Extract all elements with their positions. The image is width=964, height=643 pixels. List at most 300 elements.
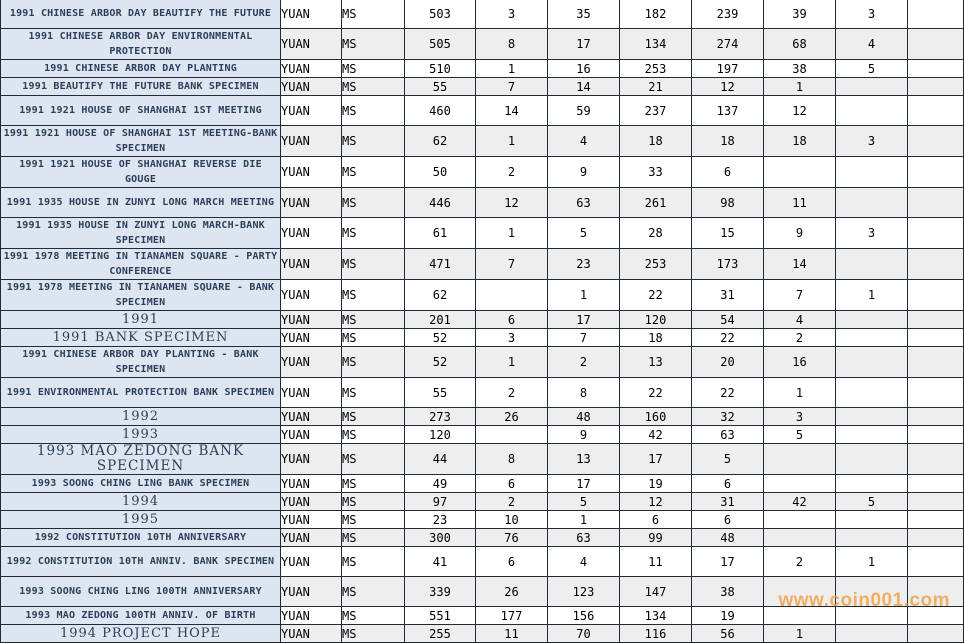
grade-cell: MS — [342, 311, 405, 329]
table-row — [1, 0, 964, 29]
count-cell — [908, 511, 964, 529]
count-cell — [836, 311, 908, 329]
total-cell: 446 — [405, 188, 476, 218]
count-cell: 123 — [548, 577, 620, 607]
count-cell: 9 — [548, 157, 620, 188]
count-cell: 17 — [620, 444, 692, 475]
coin-name-cell: 1994 — [1, 493, 281, 511]
count-cell: 137 — [692, 96, 764, 126]
currency-cell: YUAN — [281, 0, 342, 29]
count-cell: 23 — [548, 249, 620, 280]
count-cell: 28 — [620, 218, 692, 249]
count-cell: 3 — [836, 218, 908, 249]
currency-cell: YUAN — [281, 511, 342, 529]
table-row — [1, 218, 964, 249]
count-cell: 1 — [548, 511, 620, 529]
table-row — [1, 347, 964, 378]
currency-cell: YUAN — [281, 126, 342, 157]
count-cell — [908, 280, 964, 311]
count-cell: 3 — [836, 126, 908, 157]
total-cell: 510 — [405, 60, 476, 78]
count-cell: 35 — [548, 0, 620, 29]
count-cell — [836, 444, 908, 475]
total-cell: 201 — [405, 311, 476, 329]
table-row — [1, 249, 964, 280]
count-cell — [908, 408, 964, 426]
table-row — [1, 475, 964, 493]
count-cell: 12 — [476, 188, 548, 218]
count-cell: 14 — [476, 96, 548, 126]
currency-cell: YUAN — [281, 347, 342, 378]
coin-name-cell: 1991 BEAUTIFY THE FUTURE BANK SPECIMEN — [1, 78, 281, 96]
currency-cell: YUAN — [281, 78, 342, 96]
coin-name-cell: 1991 1978 MEETING IN TIANAMEN SQUARE - BANK SPECIMEN — [1, 280, 281, 311]
count-cell: 18 — [764, 126, 836, 157]
count-cell: 11 — [620, 547, 692, 577]
count-cell: 7 — [476, 78, 548, 96]
count-cell: 197 — [692, 60, 764, 78]
table-row — [1, 511, 964, 529]
coin-name-cell: 1992 CONSTITUTION 10TH ANNIVERSARY — [1, 529, 281, 547]
count-cell: 63 — [548, 529, 620, 547]
count-cell — [836, 78, 908, 96]
coin-name-cell: 1991 1921 HOUSE OF SHANGHAI REVERSE DIE GOUGE — [1, 157, 281, 188]
total-cell: 55 — [405, 378, 476, 408]
count-cell: 32 — [692, 408, 764, 426]
count-cell: 12 — [764, 96, 836, 126]
grade-cell: MS — [342, 378, 405, 408]
total-cell: 300 — [405, 529, 476, 547]
count-cell: 16 — [764, 347, 836, 378]
total-cell: 23 — [405, 511, 476, 529]
table-row — [1, 78, 964, 96]
grade-cell: MS — [342, 157, 405, 188]
count-cell: 239 — [692, 0, 764, 29]
count-cell — [836, 96, 908, 126]
grade-cell: MS — [342, 444, 405, 475]
count-cell: 20 — [692, 347, 764, 378]
count-cell: 2 — [764, 547, 836, 577]
coin-name-cell: 1993 SOONG CHING LING BANK SPECIMEN — [1, 475, 281, 493]
currency-cell: YUAN — [281, 188, 342, 218]
count-cell: 1 — [764, 378, 836, 408]
grade-cell: MS — [342, 78, 405, 96]
count-cell: 18 — [620, 329, 692, 347]
coin-name-cell: 1993 MAO ZEDONG BANK SPECIMEN — [1, 444, 281, 475]
grade-cell: MS — [342, 29, 405, 60]
count-cell — [476, 280, 548, 311]
count-cell: 48 — [548, 408, 620, 426]
grade-cell: MS — [342, 96, 405, 126]
coin-name-cell: 1991 — [1, 311, 281, 329]
currency-cell: YUAN — [281, 577, 342, 607]
coin-name-cell: 1991 1978 MEETING IN TIANAMEN SQUARE - PARTY CONFERENCE — [1, 249, 281, 280]
count-cell: 147 — [620, 577, 692, 607]
currency-cell: YUAN — [281, 493, 342, 511]
count-cell: 9 — [764, 218, 836, 249]
count-cell: 18 — [692, 126, 764, 157]
total-cell: 49 — [405, 475, 476, 493]
grade-cell: MS — [342, 511, 405, 529]
grade-cell: MS — [342, 347, 405, 378]
count-cell — [764, 444, 836, 475]
count-cell — [908, 311, 964, 329]
count-cell: 177 — [476, 607, 548, 625]
count-cell: 2 — [476, 378, 548, 408]
count-cell: 21 — [620, 78, 692, 96]
count-cell: 17 — [548, 311, 620, 329]
grade-cell: MS — [342, 188, 405, 218]
count-cell: 70 — [548, 625, 620, 643]
count-cell: 1 — [476, 347, 548, 378]
total-cell: 52 — [405, 329, 476, 347]
count-cell: 31 — [692, 493, 764, 511]
table-row — [1, 529, 964, 547]
count-cell: 17 — [548, 475, 620, 493]
count-cell — [908, 493, 964, 511]
currency-cell: YUAN — [281, 607, 342, 625]
count-cell: 1 — [836, 547, 908, 577]
count-cell: 253 — [620, 60, 692, 78]
count-cell: 5 — [548, 493, 620, 511]
count-cell: 2 — [476, 493, 548, 511]
count-cell — [836, 408, 908, 426]
coin-name-cell: 1993 — [1, 426, 281, 444]
count-cell: 6 — [476, 475, 548, 493]
count-cell: 3 — [476, 329, 548, 347]
total-cell: 505 — [405, 29, 476, 60]
coin-name-cell: 1995 — [1, 511, 281, 529]
table-row — [1, 625, 964, 643]
count-cell: 160 — [620, 408, 692, 426]
count-cell: 22 — [620, 378, 692, 408]
total-cell: 551 — [405, 607, 476, 625]
count-cell: 4 — [764, 311, 836, 329]
count-cell: 6 — [476, 547, 548, 577]
table-row — [1, 96, 964, 126]
grade-cell: MS — [342, 493, 405, 511]
count-cell: 6 — [692, 475, 764, 493]
count-cell — [908, 157, 964, 188]
total-cell: 62 — [405, 126, 476, 157]
count-cell: 4 — [836, 29, 908, 60]
count-cell — [836, 329, 908, 347]
table-row — [1, 444, 964, 475]
count-cell — [764, 511, 836, 529]
grade-cell: MS — [342, 475, 405, 493]
count-cell — [836, 188, 908, 218]
count-cell: 9 — [548, 426, 620, 444]
table-row — [1, 493, 964, 511]
count-cell: 7 — [764, 280, 836, 311]
count-cell: 13 — [620, 347, 692, 378]
count-cell: 38 — [692, 577, 764, 607]
table-row — [1, 188, 964, 218]
table-row — [1, 311, 964, 329]
total-cell: 61 — [405, 218, 476, 249]
table-row — [1, 378, 964, 408]
count-cell — [908, 96, 964, 126]
coin-name-cell: 1991 CHINESE ARBOR DAY PLANTING - BANK SPECIMEN — [1, 347, 281, 378]
count-cell — [908, 378, 964, 408]
count-cell: 253 — [620, 249, 692, 280]
count-cell — [908, 529, 964, 547]
count-cell: 4 — [548, 547, 620, 577]
table-body — [1, 0, 964, 643]
count-cell — [836, 475, 908, 493]
grade-cell: MS — [342, 426, 405, 444]
table-row — [1, 157, 964, 188]
count-cell: 5 — [692, 444, 764, 475]
total-cell: 55 — [405, 78, 476, 96]
grade-cell: MS — [342, 607, 405, 625]
total-cell: 503 — [405, 0, 476, 29]
count-cell: 42 — [620, 426, 692, 444]
total-cell: 120 — [405, 426, 476, 444]
count-cell — [908, 475, 964, 493]
currency-cell: YUAN — [281, 157, 342, 188]
count-cell — [908, 78, 964, 96]
currency-cell: YUAN — [281, 249, 342, 280]
currency-cell: YUAN — [281, 625, 342, 643]
coin-name-cell: 1993 SOONG CHING LING 100TH ANNIVERSARY — [1, 577, 281, 607]
count-cell: 56 — [692, 625, 764, 643]
coin-name-cell: 1992 — [1, 408, 281, 426]
currency-cell: YUAN — [281, 426, 342, 444]
grade-cell: MS — [342, 126, 405, 157]
count-cell: 120 — [620, 311, 692, 329]
count-cell: 7 — [548, 329, 620, 347]
table-row — [1, 329, 964, 347]
count-cell: 19 — [692, 607, 764, 625]
coin-name-cell: 1991 1935 HOUSE IN ZUNYI LONG MARCH-BANK SPECIMEN — [1, 218, 281, 249]
count-cell: 22 — [692, 329, 764, 347]
count-cell: 15 — [692, 218, 764, 249]
count-cell: 33 — [620, 157, 692, 188]
count-cell: 134 — [620, 29, 692, 60]
count-cell — [764, 157, 836, 188]
count-cell: 11 — [764, 188, 836, 218]
count-cell: 99 — [620, 529, 692, 547]
count-cell: 182 — [620, 0, 692, 29]
currency-cell: YUAN — [281, 60, 342, 78]
total-cell: 273 — [405, 408, 476, 426]
count-cell: 63 — [692, 426, 764, 444]
currency-cell: YUAN — [281, 311, 342, 329]
total-cell: 255 — [405, 625, 476, 643]
coin-name-cell: 1991 ENVIRONMENTAL PROTECTION BANK SPECIMEN — [1, 378, 281, 408]
coin-name-cell: 1991 1921 HOUSE OF SHANGHAI 1ST MEETING-BANK SPECIMEN — [1, 126, 281, 157]
count-cell: 17 — [548, 29, 620, 60]
count-cell — [908, 329, 964, 347]
count-cell: 18 — [620, 126, 692, 157]
count-cell: 1 — [764, 78, 836, 96]
count-cell: 42 — [764, 493, 836, 511]
table-row — [1, 408, 964, 426]
count-cell: 76 — [476, 529, 548, 547]
count-cell: 19 — [620, 475, 692, 493]
count-cell: 2 — [548, 347, 620, 378]
count-cell — [908, 0, 964, 29]
count-cell: 6 — [692, 511, 764, 529]
count-cell: 8 — [476, 29, 548, 60]
count-cell: 2 — [764, 329, 836, 347]
count-cell: 1 — [548, 280, 620, 311]
currency-cell: YUAN — [281, 218, 342, 249]
count-cell: 11 — [476, 625, 548, 643]
total-cell: 339 — [405, 577, 476, 607]
count-cell: 6 — [620, 511, 692, 529]
count-cell: 54 — [692, 311, 764, 329]
coin-name-cell: 1991 CHINESE ARBOR DAY BEAUTIFY THE FUTURE — [1, 0, 281, 29]
count-cell: 5 — [836, 493, 908, 511]
count-cell: 1 — [476, 218, 548, 249]
currency-cell: YUAN — [281, 29, 342, 60]
count-cell: 22 — [620, 280, 692, 311]
count-cell: 156 — [548, 607, 620, 625]
grade-cell: MS — [342, 60, 405, 78]
grade-cell: MS — [342, 408, 405, 426]
coin-name-cell: 1991 CHINESE ARBOR DAY ENVIRONMENTAL PROTECTION — [1, 29, 281, 60]
count-cell — [836, 157, 908, 188]
count-cell: 2 — [476, 157, 548, 188]
total-cell: 50 — [405, 157, 476, 188]
count-cell: 26 — [476, 408, 548, 426]
count-cell: 39 — [764, 0, 836, 29]
count-cell — [908, 126, 964, 157]
count-cell: 10 — [476, 511, 548, 529]
currency-cell: YUAN — [281, 378, 342, 408]
currency-cell: YUAN — [281, 529, 342, 547]
count-cell — [908, 188, 964, 218]
count-cell — [836, 511, 908, 529]
grade-cell: MS — [342, 547, 405, 577]
total-cell: 44 — [405, 444, 476, 475]
count-cell: 8 — [548, 378, 620, 408]
count-cell — [908, 444, 964, 475]
count-cell: 4 — [548, 126, 620, 157]
count-cell: 16 — [548, 60, 620, 78]
count-cell: 59 — [548, 96, 620, 126]
count-cell — [764, 529, 836, 547]
currency-cell: YUAN — [281, 444, 342, 475]
watermark: www.coin001.com — [778, 590, 950, 611]
currency-cell: YUAN — [281, 475, 342, 493]
count-cell — [836, 249, 908, 280]
currency-cell: YUAN — [281, 547, 342, 577]
count-cell: 98 — [692, 188, 764, 218]
grade-cell: MS — [342, 577, 405, 607]
grade-cell: MS — [342, 529, 405, 547]
count-cell: 6 — [476, 311, 548, 329]
count-cell — [908, 249, 964, 280]
count-cell: 6 — [692, 157, 764, 188]
table-row — [1, 29, 964, 60]
table-row — [1, 547, 964, 577]
count-cell — [836, 378, 908, 408]
total-cell: 97 — [405, 493, 476, 511]
count-cell: 237 — [620, 96, 692, 126]
count-cell: 1 — [476, 126, 548, 157]
currency-cell: YUAN — [281, 329, 342, 347]
coin-name-cell: 1992 CONSTITUTION 10TH ANNIV. BANK SPECIMEN — [1, 547, 281, 577]
table-row — [1, 280, 964, 311]
count-cell: 5 — [548, 218, 620, 249]
coin-name-cell: 1994 PROJECT HOPE — [1, 625, 281, 643]
count-cell: 1 — [764, 625, 836, 643]
count-cell: 5 — [836, 60, 908, 78]
count-cell — [908, 218, 964, 249]
total-cell: 41 — [405, 547, 476, 577]
coin-name-cell: 1991 1935 HOUSE IN ZUNYI LONG MARCH MEETING — [1, 188, 281, 218]
count-cell: 31 — [692, 280, 764, 311]
count-cell: 7 — [476, 249, 548, 280]
total-cell: 460 — [405, 96, 476, 126]
count-cell — [836, 625, 908, 643]
grade-cell: MS — [342, 0, 405, 29]
count-cell: 134 — [620, 607, 692, 625]
coin-name-cell: 1993 MAO ZEDONG 100TH ANNIV. OF BIRTH — [1, 607, 281, 625]
count-cell — [476, 426, 548, 444]
currency-cell: YUAN — [281, 280, 342, 311]
count-cell: 26 — [476, 577, 548, 607]
grade-cell: MS — [342, 249, 405, 280]
count-cell — [836, 347, 908, 378]
count-cell: 68 — [764, 29, 836, 60]
coin-name-cell: 1991 BANK SPECIMEN — [1, 329, 281, 347]
table-row — [1, 60, 964, 78]
table-row — [1, 426, 964, 444]
count-cell — [908, 547, 964, 577]
count-cell: 3 — [836, 0, 908, 29]
count-cell — [908, 29, 964, 60]
count-cell: 116 — [620, 625, 692, 643]
grade-cell: MS — [342, 280, 405, 311]
count-cell: 12 — [620, 493, 692, 511]
count-cell: 173 — [692, 249, 764, 280]
currency-cell: YUAN — [281, 408, 342, 426]
grade-cell: MS — [342, 625, 405, 643]
count-cell: 12 — [692, 78, 764, 96]
count-cell: 3 — [764, 408, 836, 426]
count-cell: 13 — [548, 444, 620, 475]
table-row — [1, 126, 964, 157]
count-cell: 17 — [692, 547, 764, 577]
count-cell: 274 — [692, 29, 764, 60]
count-cell — [908, 347, 964, 378]
count-cell: 63 — [548, 188, 620, 218]
count-cell — [908, 60, 964, 78]
count-cell: 1 — [476, 60, 548, 78]
total-cell: 52 — [405, 347, 476, 378]
coin-name-cell: 1991 CHINESE ARBOR DAY PLANTING — [1, 60, 281, 78]
count-cell — [908, 426, 964, 444]
count-cell — [764, 475, 836, 493]
count-cell: 22 — [692, 378, 764, 408]
count-cell: 3 — [476, 0, 548, 29]
grade-cell: MS — [342, 218, 405, 249]
total-cell: 471 — [405, 249, 476, 280]
currency-cell: YUAN — [281, 96, 342, 126]
count-cell: 8 — [476, 444, 548, 475]
count-cell: 5 — [764, 426, 836, 444]
count-cell: 261 — [620, 188, 692, 218]
count-cell: 1 — [836, 280, 908, 311]
count-cell: 14 — [764, 249, 836, 280]
coin-name-cell: 1991 1921 HOUSE OF SHANGHAI 1ST MEETING — [1, 96, 281, 126]
count-cell: 14 — [548, 78, 620, 96]
count-cell: 38 — [764, 60, 836, 78]
